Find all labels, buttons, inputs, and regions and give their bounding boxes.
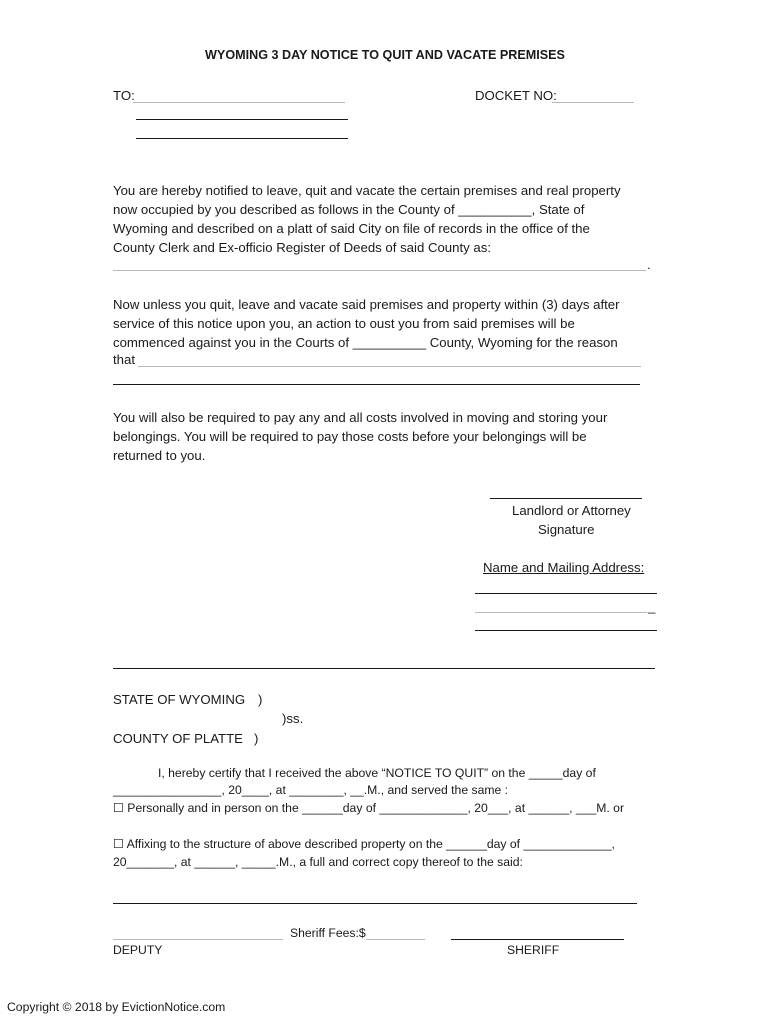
section-divider — [113, 668, 655, 669]
paragraph-costs — [113, 408, 607, 465]
para1-line: County Clerk and Ex-officio Register of Deeds of said County as: — [113, 240, 491, 255]
certify-line-1: I, hereby certify that I received the above “NOTICE TO QUIT” on the _____day of — [158, 766, 596, 780]
served-to-line[interactable] — [113, 903, 637, 904]
state-label: STATE OF WYOMING — [113, 692, 246, 707]
para2-line: service of this notice upon you, an action to oust you from said premises will be — [113, 316, 575, 331]
landlord-signature-label-2: Signature — [538, 522, 595, 537]
state-paren: ) — [258, 692, 263, 707]
para1-line: You are hereby notified to leave, quit and vacate the certain premises and real property — [113, 183, 621, 198]
deputy-label: DEPUTY — [113, 943, 163, 957]
option-personal-service[interactable]: ☐ Personally and in person on the ______day of _____________, 20___, at ______, ___M. or — [113, 801, 625, 815]
docket-label: DOCKET NO: — [475, 88, 557, 103]
address-line-2[interactable] — [475, 612, 647, 613]
para3-line: You will also be required to pay any and all costs involved in moving and storing your — [113, 410, 608, 425]
premises-description-line[interactable] — [113, 270, 646, 271]
county-paren: ) — [254, 731, 259, 746]
para1-line: now occupied by you described as follows in the County of __________, State of — [113, 202, 585, 217]
option-affix-line-2: 20_______, at ______, _____.M., a full and correct copy thereof to the said: — [113, 855, 523, 869]
to-label: TO: — [113, 88, 135, 103]
address-line-2-end: _ — [648, 599, 656, 614]
para3-line: belongings. You will be required to pay those costs before your belongings will be — [113, 429, 587, 444]
paragraph-action — [113, 295, 620, 352]
landlord-signature-line[interactable] — [490, 498, 642, 499]
address-line-1[interactable] — [475, 593, 657, 594]
name-address-label: Name and Mailing Address: — [483, 560, 645, 575]
to-line-1[interactable] — [133, 102, 345, 103]
county-label: COUNTY OF PLATTE — [113, 731, 243, 746]
sheriff-fees-line[interactable] — [366, 939, 425, 940]
sheriff-fees-label: Sheriff Fees:$ — [290, 926, 366, 940]
sheriff-signature-line[interactable] — [451, 939, 624, 940]
to-line-3[interactable] — [136, 138, 348, 139]
deputy-signature-line[interactable] — [113, 939, 283, 940]
option-affix-service[interactable]: ☐ Affixing to the structure of above described property on the ______day of _____________, — [113, 837, 615, 851]
sheriff-label: SHERIFF — [507, 943, 560, 957]
para1-line: Wyoming and described on a platt of said City on file of records in the office of the — [113, 221, 590, 236]
premises-period: . — [647, 257, 651, 272]
paragraph-premises — [113, 181, 621, 257]
para3-line: returned to you. — [113, 448, 206, 463]
certify-line-2: ________________, 20____, at ________, __.M., and served the same : — [113, 783, 509, 797]
reason-line-1[interactable] — [138, 366, 641, 367]
reason-that-label: that — [113, 352, 135, 367]
reason-line-2[interactable] — [113, 384, 640, 385]
document-title: WYOMING 3 DAY NOTICE TO QUIT AND VACATE PREMISES — [205, 48, 565, 62]
para2-line: commenced against you in the Courts of __________ County, Wyoming for the reason — [113, 335, 618, 350]
docket-line[interactable] — [552, 102, 634, 103]
address-line-3[interactable] — [475, 630, 657, 631]
ss-label: )ss. — [282, 711, 304, 726]
to-line-2[interactable] — [136, 119, 348, 120]
landlord-signature-label-1: Landlord or Attorney — [512, 503, 631, 518]
para2-line: Now unless you quit, leave and vacate said premises and property within (3) days after — [113, 297, 620, 312]
copyright-footer: Copyright © 2018 by EvictionNotice.com — [7, 1000, 226, 1014]
